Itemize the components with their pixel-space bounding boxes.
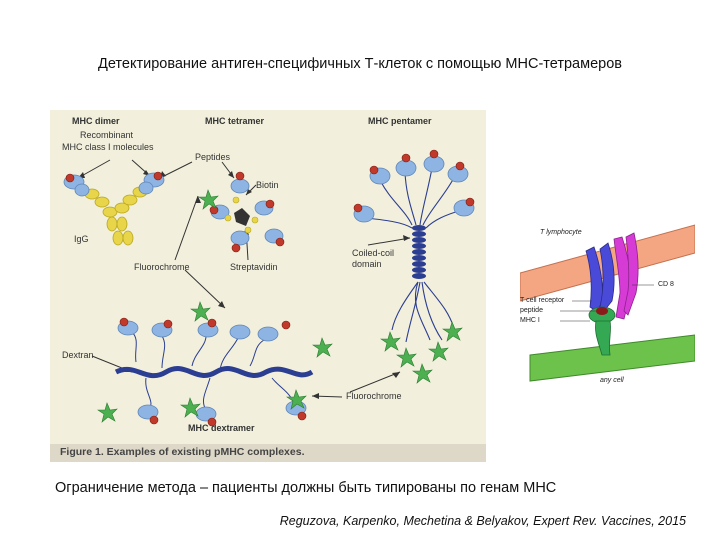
- pmhc-figure: [50, 110, 486, 462]
- domain-label: domain: [352, 259, 382, 269]
- t-lymphocyte-label: T lymphocyte: [540, 229, 582, 236]
- fluorochrome-label-2: Fluorochrome: [346, 391, 402, 401]
- fluorochrome-label: Fluorochrome: [134, 262, 190, 272]
- mhc-class-i-label: MHC class I molecules: [62, 142, 154, 152]
- mhc-tetramer-header: MHC tetramer: [205, 116, 265, 126]
- pmhc-figure-graphic: [50, 110, 486, 462]
- figure-caption: Figure 1. Examples of existing pMHC complexes.: [60, 446, 305, 458]
- igg-label: IgG: [74, 234, 89, 244]
- biotin-label: Biotin: [256, 180, 279, 190]
- t-cell-receptor-label: T cell receptor: [520, 297, 565, 304]
- mhc-pentamer-molecule: [354, 150, 474, 342]
- mhc-i-label: MHC I: [520, 317, 540, 324]
- figure-caption-bar: [50, 444, 486, 462]
- any-cell-label: any cell: [600, 377, 624, 384]
- peptide-label: peptide: [520, 307, 543, 314]
- fluorochrome-stars: [98, 190, 462, 422]
- peptides-label: Peptides: [195, 152, 231, 162]
- streptavidin-label: Streptavidin: [230, 262, 278, 272]
- mhc-dimer-header: MHC dimer: [72, 116, 120, 126]
- coiled-coil-label: Coiled-coil: [352, 248, 395, 258]
- tcell-graphic: [520, 215, 695, 395]
- mhc-pentamer-header: MHC pentamer: [368, 116, 432, 126]
- recombinant-label: Recombinant: [80, 130, 134, 140]
- dextran-label: Dextran: [62, 350, 94, 360]
- tcell-diagram: [520, 215, 695, 395]
- mhc-dextramer-molecule: [116, 318, 312, 426]
- method-limitation-text: Ограничение метода – пациенты должны быть типированы по генам МНС: [55, 480, 557, 496]
- any-cell-membrane: [530, 335, 695, 381]
- citation: Reguzova, Karpenko, Mechetina & Belyakov, Expert Rev. Vaccines, 2015: [279, 514, 686, 528]
- slide-title: Детектирование антиген-специфичных Т-клеток с помощью МНС-тетрамеров: [98, 56, 622, 72]
- mhc-dextramer-header: MHC dextramer: [188, 423, 255, 433]
- cd8-label: CD 8: [658, 281, 674, 288]
